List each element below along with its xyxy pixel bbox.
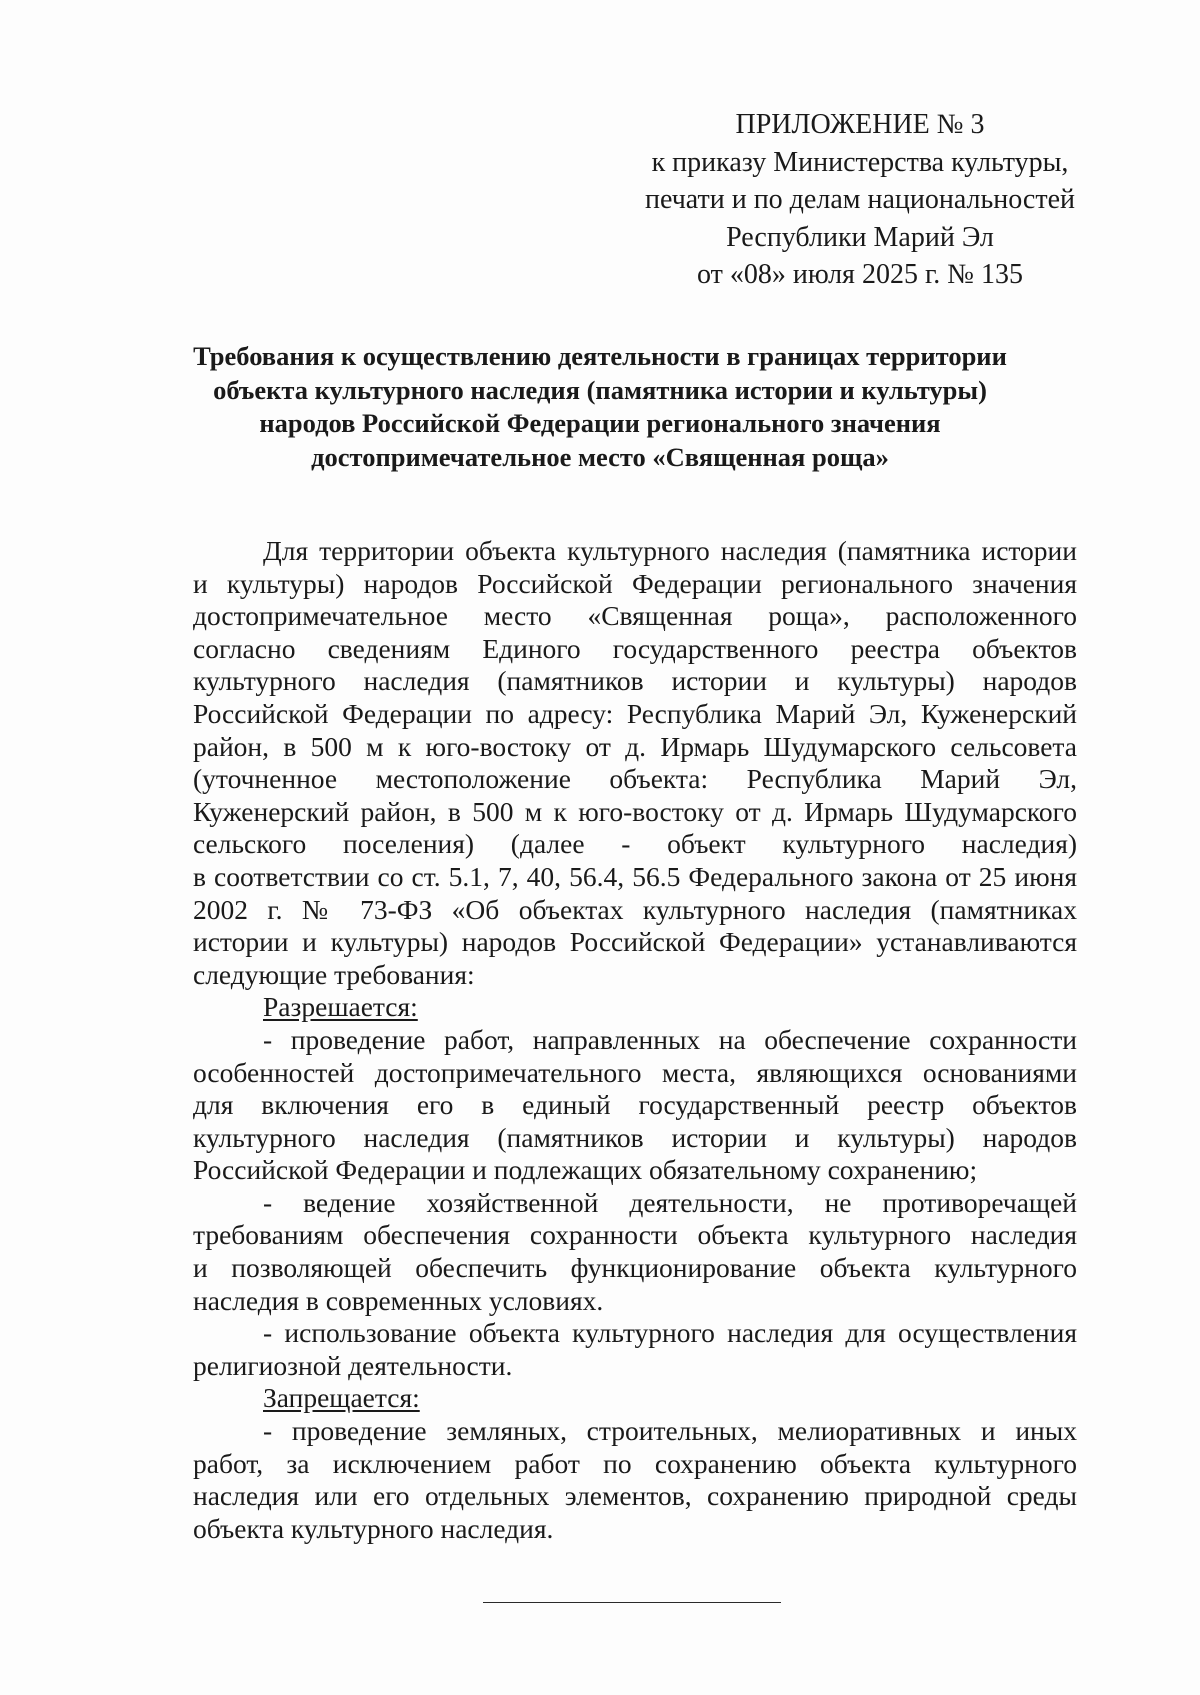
text-line: наследия или его отдельных элементов, сохранению природной среды	[193, 1480, 1077, 1512]
text-line: - ведение хозяйственной деятельности, не противоречащей	[263, 1186, 1077, 1218]
document-title	[150, 340, 1050, 474]
text-line: Российской Федерации и подлежащих обязательному сохранению;	[193, 1154, 978, 1186]
text-line: объекта культурного наследия.	[193, 1512, 554, 1544]
text-line: согласно сведениям Единого государственного реестра объектов	[193, 632, 1077, 664]
allowed-heading-text: Разрешается:	[263, 991, 418, 1023]
allowed-section	[193, 991, 1077, 1382]
forbidden-section	[193, 1382, 1077, 1545]
text-line: Российской Федерации по адресу: Республика Марий Эл, Куженерский	[193, 697, 1077, 729]
text-line: для включения его в единый государственный реестр объектов	[193, 1089, 1077, 1121]
appendix-republic: Республики Марий Эл	[726, 221, 994, 253]
allowed-heading	[193, 991, 1077, 1024]
forbidden-heading	[193, 1382, 1077, 1415]
text-line: - проведение земляных, строительных, мелиоративных и иных	[263, 1415, 1077, 1447]
title-line: достопримечательное место «Священная роща»	[311, 441, 889, 472]
text-line: - использование объекта культурного наследия для осуществления	[263, 1317, 1077, 1349]
text-line: работ, за исключением работ по сохранению объекта культурного	[193, 1447, 1077, 1479]
text-line: в соответствии со ст. 5.1, 7, 40, 56.4, 56.5 Федерального закона от 25 июня	[193, 860, 1077, 892]
title-line: Требования к осуществлению деятельности в границах территории	[193, 341, 1007, 371]
text-line: культурного наследия (памятников истории и культуры) народов	[193, 665, 1077, 697]
text-line: район, в 500 м к юго-востоку от д. Ирмарь Шудумарского сельсовета	[193, 730, 1077, 762]
text-line: (уточненное местоположение объекта: Республика Марий Эл,	[193, 763, 1077, 795]
text-line: религиозной деятельности.	[193, 1349, 513, 1381]
closing-rule	[483, 1602, 781, 1603]
text-line: культурного наследия (памятников истории и культуры) народов	[193, 1121, 1077, 1153]
appendix-ministry: печати и по делам национальностей	[644, 184, 1076, 215]
text-line: 2002 г. № 73-ФЗ «Об объектах культурного наследия (памятниках	[193, 893, 1077, 925]
text-line: Для территории объекта культурного наследия (памятника истории	[263, 535, 1077, 566]
appendix-order-date: от «08» июля 2025 г. № 135	[697, 259, 1023, 290]
text-line: и культуры) народов Российской Федерации регионального значения	[193, 567, 1077, 599]
document-body	[193, 535, 1077, 1545]
intro-paragraph	[193, 535, 1077, 991]
text-line: наследия в современных условиях.	[193, 1284, 604, 1316]
text-line: и позволяющей обеспечить функционирование объекта культурного	[193, 1252, 1077, 1284]
appendix-order-ref: к приказу Министерства культуры,	[651, 146, 1069, 178]
appendix-number: ПРИЛОЖЕНИЕ № 3	[735, 109, 985, 140]
text-line: сельского поселения) (далее - объект культурного наследия)	[193, 828, 1077, 860]
title-line: народов Российской Федерации регионального значения	[259, 408, 941, 438]
forbidden-heading-text: Запрещается:	[263, 1382, 420, 1414]
text-line: достопримечательное место «Священная роща», расположенного	[193, 600, 1077, 632]
text-line: Куженерский район, в 500 м к юго-востоку от д. Ирмарь Шудумарского	[193, 795, 1077, 827]
text-line: следующие требования:	[193, 958, 475, 990]
text-line: истории и культуры) народов Российской Федерации» устанавливаются	[193, 926, 1077, 958]
text-line: требованиям обеспечения сохранности объекта культурного наследия	[193, 1219, 1077, 1251]
text-line: особенностей достопримечательного места, являющихся основаниями	[193, 1056, 1077, 1088]
text-line: - проведение работ, направленных на обеспечение сохранности	[263, 1023, 1077, 1055]
title-line: объекта культурного наследия (памятника истории и культуры)	[213, 374, 987, 405]
appendix-header	[600, 106, 1120, 294]
